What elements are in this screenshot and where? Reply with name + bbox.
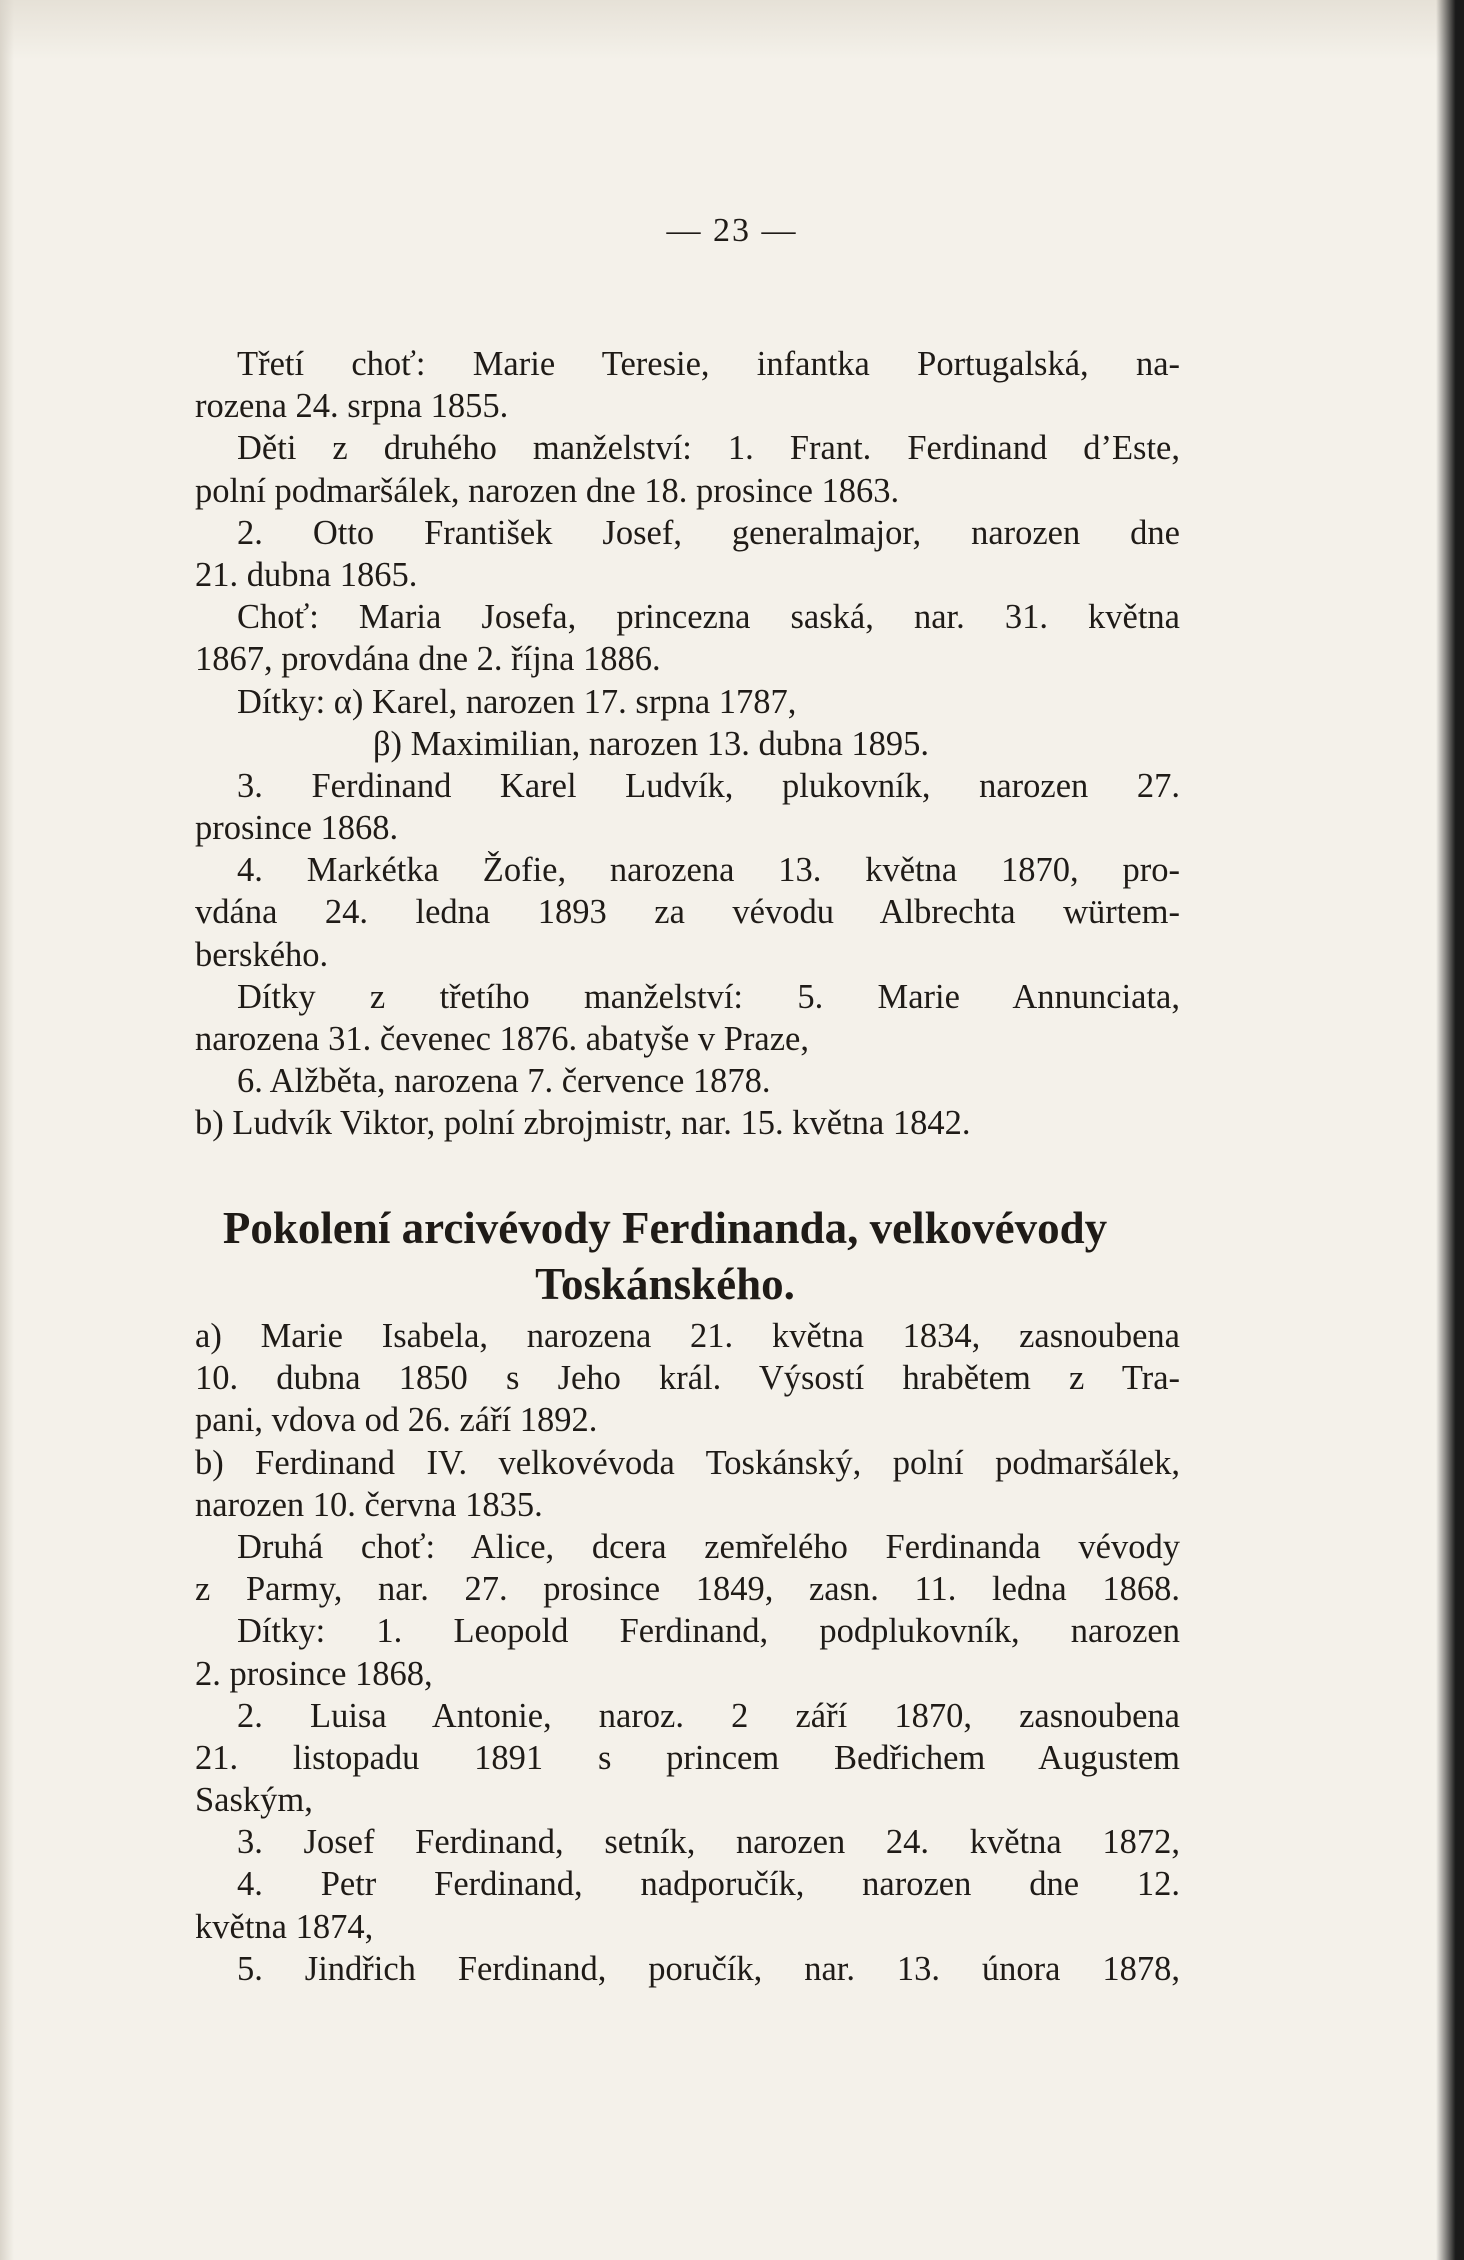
text-line: vdána 24. ledna 1893 za vévodu Albrechta würtem- [195, 893, 1180, 932]
page-edge-top [0, 0, 1464, 60]
text-line: berského. [195, 935, 329, 974]
page-edge-right [1436, 0, 1464, 2260]
section-heading [150, 1200, 1180, 1312]
text-line: 1867, provdána dne 2. října 1886. [195, 640, 661, 679]
text-line: rozena 24. srpna 1855. [195, 387, 509, 426]
text-line: Choť: Maria Josefa, princezna saská, nar. 31. května [237, 598, 1180, 637]
text-line: 6. Alžběta, narozena 7. července 1878. [237, 1062, 771, 1101]
text-line: 21. listopadu 1891 s princem Bedřichem Augustem [195, 1738, 1180, 1777]
page-number: — 23 — [666, 212, 798, 249]
text-line: Dítky: 1. Leopold Ferdinand, podplukovník, narozen [237, 1612, 1180, 1651]
text-line: pani, vdova od 26. září 1892. [195, 1401, 598, 1440]
text-line: 10. dubna 1850 s Jeho král. Výsostí hrabětem z Tra- [195, 1359, 1180, 1398]
text-line: prosince 1868. [195, 809, 399, 848]
text-line: 4. Petr Ferdinand, nadporučík, narozen dne 12. [237, 1865, 1180, 1904]
text-line: Dítky: α) Karel, narozen 17. srpna 1787, [237, 682, 797, 721]
section-2-text [195, 1315, 1180, 1990]
heading-line-1: Pokolení arcivévody Ferdinanda, velkovévody [222, 1203, 1108, 1253]
text-line: narozen 10. června 1835. [195, 1485, 543, 1524]
section-1-text [195, 343, 1180, 1145]
text-line: 5. Jindřich Ferdinand, poručík, nar. 13. února 1878, [237, 1949, 1180, 1988]
text-line: Druhá choť: Alice, dcera zemřelého Ferdinanda vévody [237, 1527, 1180, 1566]
heading-line-2: Toskánského. [535, 1259, 795, 1309]
text-line: Saským, [195, 1781, 313, 1820]
text-line: Děti z druhého manželství: 1. Frant. Ferdinand d’Este, [237, 429, 1180, 468]
text-line: května 1874, [195, 1907, 374, 1946]
text-line: β) Maximilian, narozen 13. dubna 1895. [373, 724, 930, 763]
text-line: b) Ludvík Viktor, polní zbrojmistr, nar. 15. května 1842. [195, 1104, 971, 1143]
text-line: z Parmy, nar. 27. prosince 1849, zasn. 11. ledna 1868. [195, 1570, 1180, 1609]
text-line: 21. dubna 1865. [195, 555, 418, 594]
text-line: Dítky z třetího manželství: 5. Marie Annunciata, [237, 977, 1180, 1016]
text-line: 2. prosince 1868, [195, 1654, 433, 1693]
text-line: a) Marie Isabela, narozena 21. května 1834, zasnoubena [195, 1317, 1180, 1355]
text-line: Třetí choť: Marie Teresie, infantka Portugalská, na- [237, 345, 1180, 383]
text-line: 3. Josef Ferdinand, setník, narozen 24. května 1872, [237, 1823, 1180, 1862]
text-line: b) Ferdinand IV. velkovévoda Toskánský, polní podmaršálek, [195, 1443, 1180, 1482]
text-line: 4. Markétka Žofie, narozena 13. května 1870, pro- [237, 851, 1180, 890]
page-edge-left [0, 0, 14, 2260]
text-line: 2. Otto František Josef, generalmajor, narozen dne [237, 513, 1180, 552]
text-line: narozena 31. čevenec 1876. abatyše v Praze, [195, 1020, 809, 1058]
text-line: polní podmaršálek, narozen dne 18. prosince 1863. [195, 471, 900, 510]
text-line: 3. Ferdinand Karel Ludvík, plukovník, narozen 27. [237, 766, 1180, 805]
text-line: 2. Luisa Antonie, naroz. 2 září 1870, zasnoubena [237, 1696, 1180, 1735]
